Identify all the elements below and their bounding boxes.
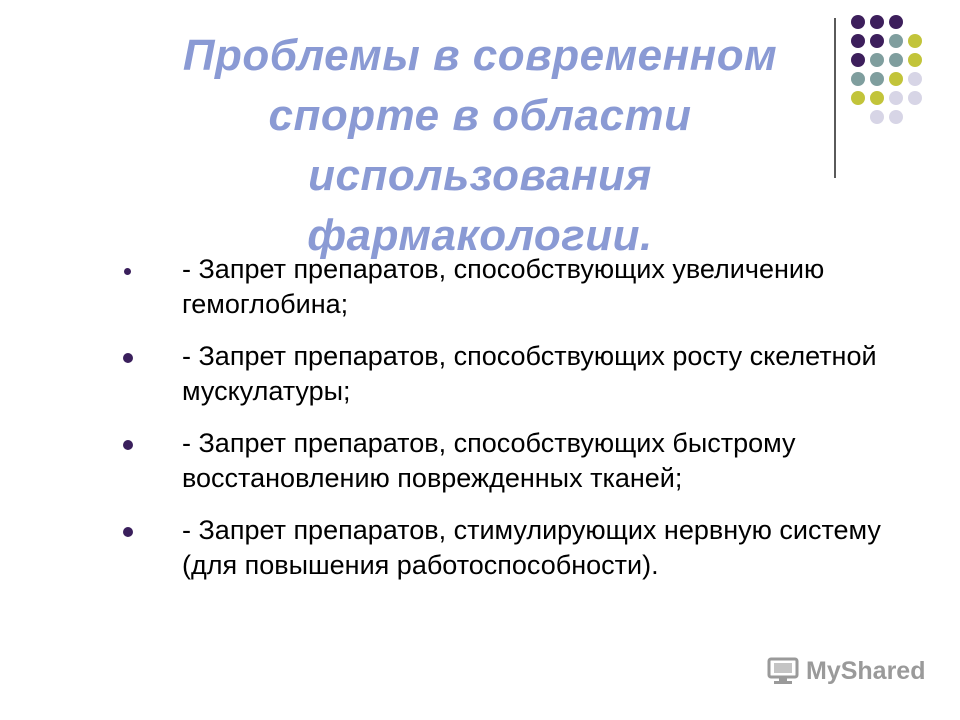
decorative-dot	[870, 34, 884, 48]
slide-title	[150, 26, 810, 266]
decorative-dot	[870, 72, 884, 86]
list-item	[118, 513, 908, 583]
decorative-dot	[851, 53, 865, 67]
decorative-dot	[889, 72, 903, 86]
decorative-dot	[889, 15, 903, 29]
bullet-icon	[124, 268, 131, 275]
list-item	[118, 252, 908, 322]
decorative-dot	[889, 34, 903, 48]
vertical-divider	[834, 18, 836, 178]
title-line: фармакологии.	[307, 211, 653, 260]
watermark-text: MyShared	[806, 656, 926, 685]
decorative-dot	[908, 53, 922, 67]
bullet-icon	[123, 353, 133, 363]
decorative-dot	[908, 72, 922, 86]
bullet-icon	[123, 527, 133, 537]
list-item	[118, 339, 908, 409]
decorative-dot	[851, 72, 865, 86]
list-item	[118, 426, 908, 496]
decorative-dot	[851, 34, 865, 48]
decorative-dot	[908, 34, 922, 48]
monitor-icon	[766, 656, 800, 686]
decorative-dot-grid	[850, 14, 950, 158]
list-item-text: - Запрет препаратов, способствующих быстрому восстановлению поврежденных тканей;	[182, 428, 796, 493]
decorative-dot	[908, 91, 922, 105]
decorative-dot	[889, 53, 903, 67]
bullet-icon	[123, 440, 133, 450]
decorative-dot	[889, 91, 903, 105]
list-item-text: - Запрет препаратов, способствующих увеличению гемоглобина;	[182, 254, 825, 319]
list-item-text: - Запрет препаратов, способствующих росту скелетной мускулатуры;	[182, 341, 877, 406]
decorative-dot	[870, 91, 884, 105]
decorative-dot	[870, 53, 884, 67]
decorative-dot	[870, 110, 884, 124]
decorative-dot	[889, 110, 903, 124]
watermark	[766, 656, 925, 686]
title-line: использования	[308, 151, 652, 200]
list-item-text: - Запрет препаратов, стимулирующих нервную систему (для повышения работоспособности).	[182, 515, 881, 580]
decorative-dot	[870, 15, 884, 29]
decorative-dot	[851, 91, 865, 105]
title-line: спорте в области	[268, 91, 692, 140]
title-line: Проблемы в современном	[182, 31, 778, 80]
bullet-list	[118, 252, 908, 600]
decorative-dot	[851, 15, 865, 29]
